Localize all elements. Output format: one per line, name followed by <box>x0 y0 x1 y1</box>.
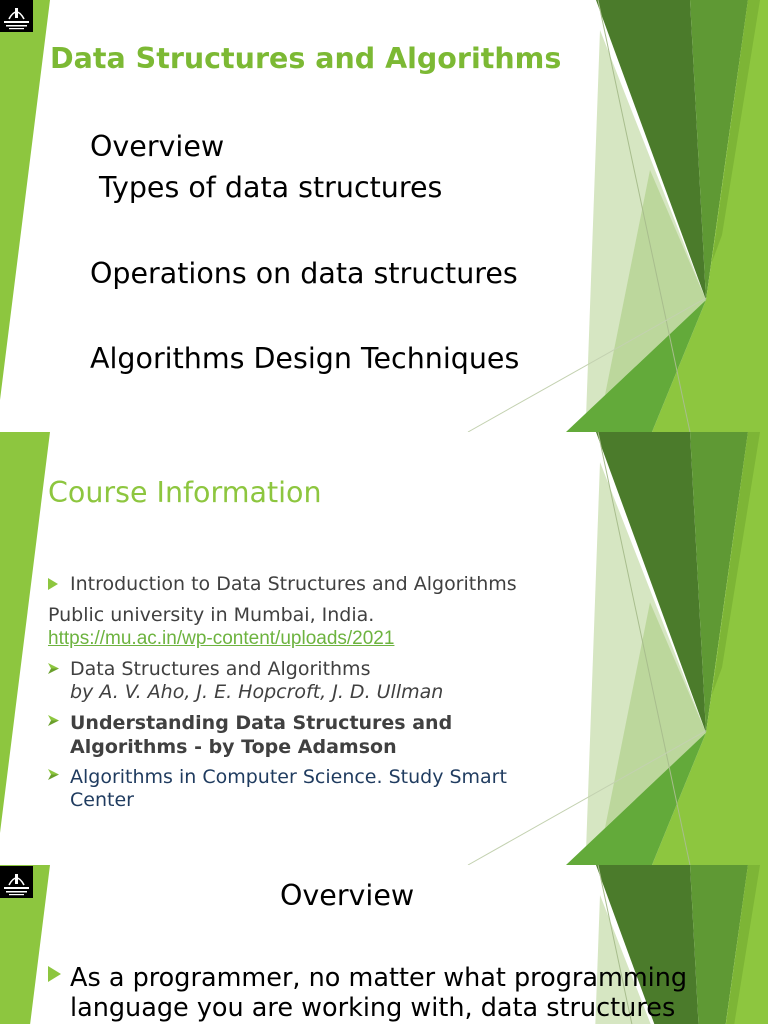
slide-2 <box>0 432 768 865</box>
arrowhead-bottom <box>48 721 59 727</box>
overview-bullet-line-1: As a programmer, no matter what programming <box>70 963 688 993</box>
logo-bar <box>9 894 24 895</box>
arrowhead-top <box>48 663 59 669</box>
book-3-line-1: Algorithms in Computer Science. Study Smart <box>70 766 507 788</box>
book-3-line-2: Center <box>70 789 134 811</box>
triangle-bullet-icon <box>48 578 58 590</box>
logo-bar <box>6 25 27 27</box>
triangle-bullet-shape <box>48 966 61 982</box>
university-description: Public university in Mumbai, India. <box>48 604 375 626</box>
course-intro: Introduction to Data Structures and Algorithms <box>70 573 517 595</box>
arrowhead-bullet-icon <box>48 663 59 674</box>
left-edge-facet <box>0 0 50 400</box>
university-logo <box>0 866 33 898</box>
book-2-line-1: Understanding Data Structures and <box>70 712 453 734</box>
left-edge-facet <box>0 432 50 833</box>
logo-bar <box>6 891 27 893</box>
course-link[interactable]: https://mu.ac.in/wp-content/uploads/2021 <box>48 628 395 649</box>
triangle-bullet-shape <box>48 578 58 590</box>
slide-1 <box>0 0 768 432</box>
overview-bullet-line-2: language you are working with, data structures <box>70 993 676 1023</box>
book-2-line-2: Algorithms - by Tope Adamson <box>70 736 397 758</box>
agenda-item-overview: Overview <box>90 130 225 163</box>
agenda-item-design-techniques: Algorithms Design Techniques <box>90 342 520 375</box>
slide-title: Course Information <box>48 476 322 509</box>
arrowhead-bottom <box>48 775 59 781</box>
logo-torch <box>15 8 18 18</box>
slide-3 <box>0 865 768 1024</box>
slide-title: Overview <box>280 879 415 912</box>
logo-bar <box>4 887 29 889</box>
book-1-title: Data Structures and Algorithms <box>70 658 371 680</box>
arrowhead-bullet-icon <box>48 715 59 726</box>
logo-bar <box>4 21 29 23</box>
book-1-authors: by A. V. Aho, J. E. Hopcroft, J. D. Ullman <box>70 681 444 703</box>
logo-bar <box>9 28 24 29</box>
arrowhead-top <box>48 715 59 721</box>
arrowhead-bottom <box>48 669 59 675</box>
triangle-bullet-icon <box>48 966 61 982</box>
university-logo <box>0 0 33 32</box>
arrowhead-bullet-icon <box>48 769 59 780</box>
agenda-item-operations: Operations on data structures <box>90 257 518 290</box>
arrowhead-top <box>48 769 59 775</box>
slide-title: Data Structures and Algorithms <box>50 42 562 75</box>
logo-torch <box>15 874 18 884</box>
agenda-item-types: Types of data structures <box>99 171 443 204</box>
